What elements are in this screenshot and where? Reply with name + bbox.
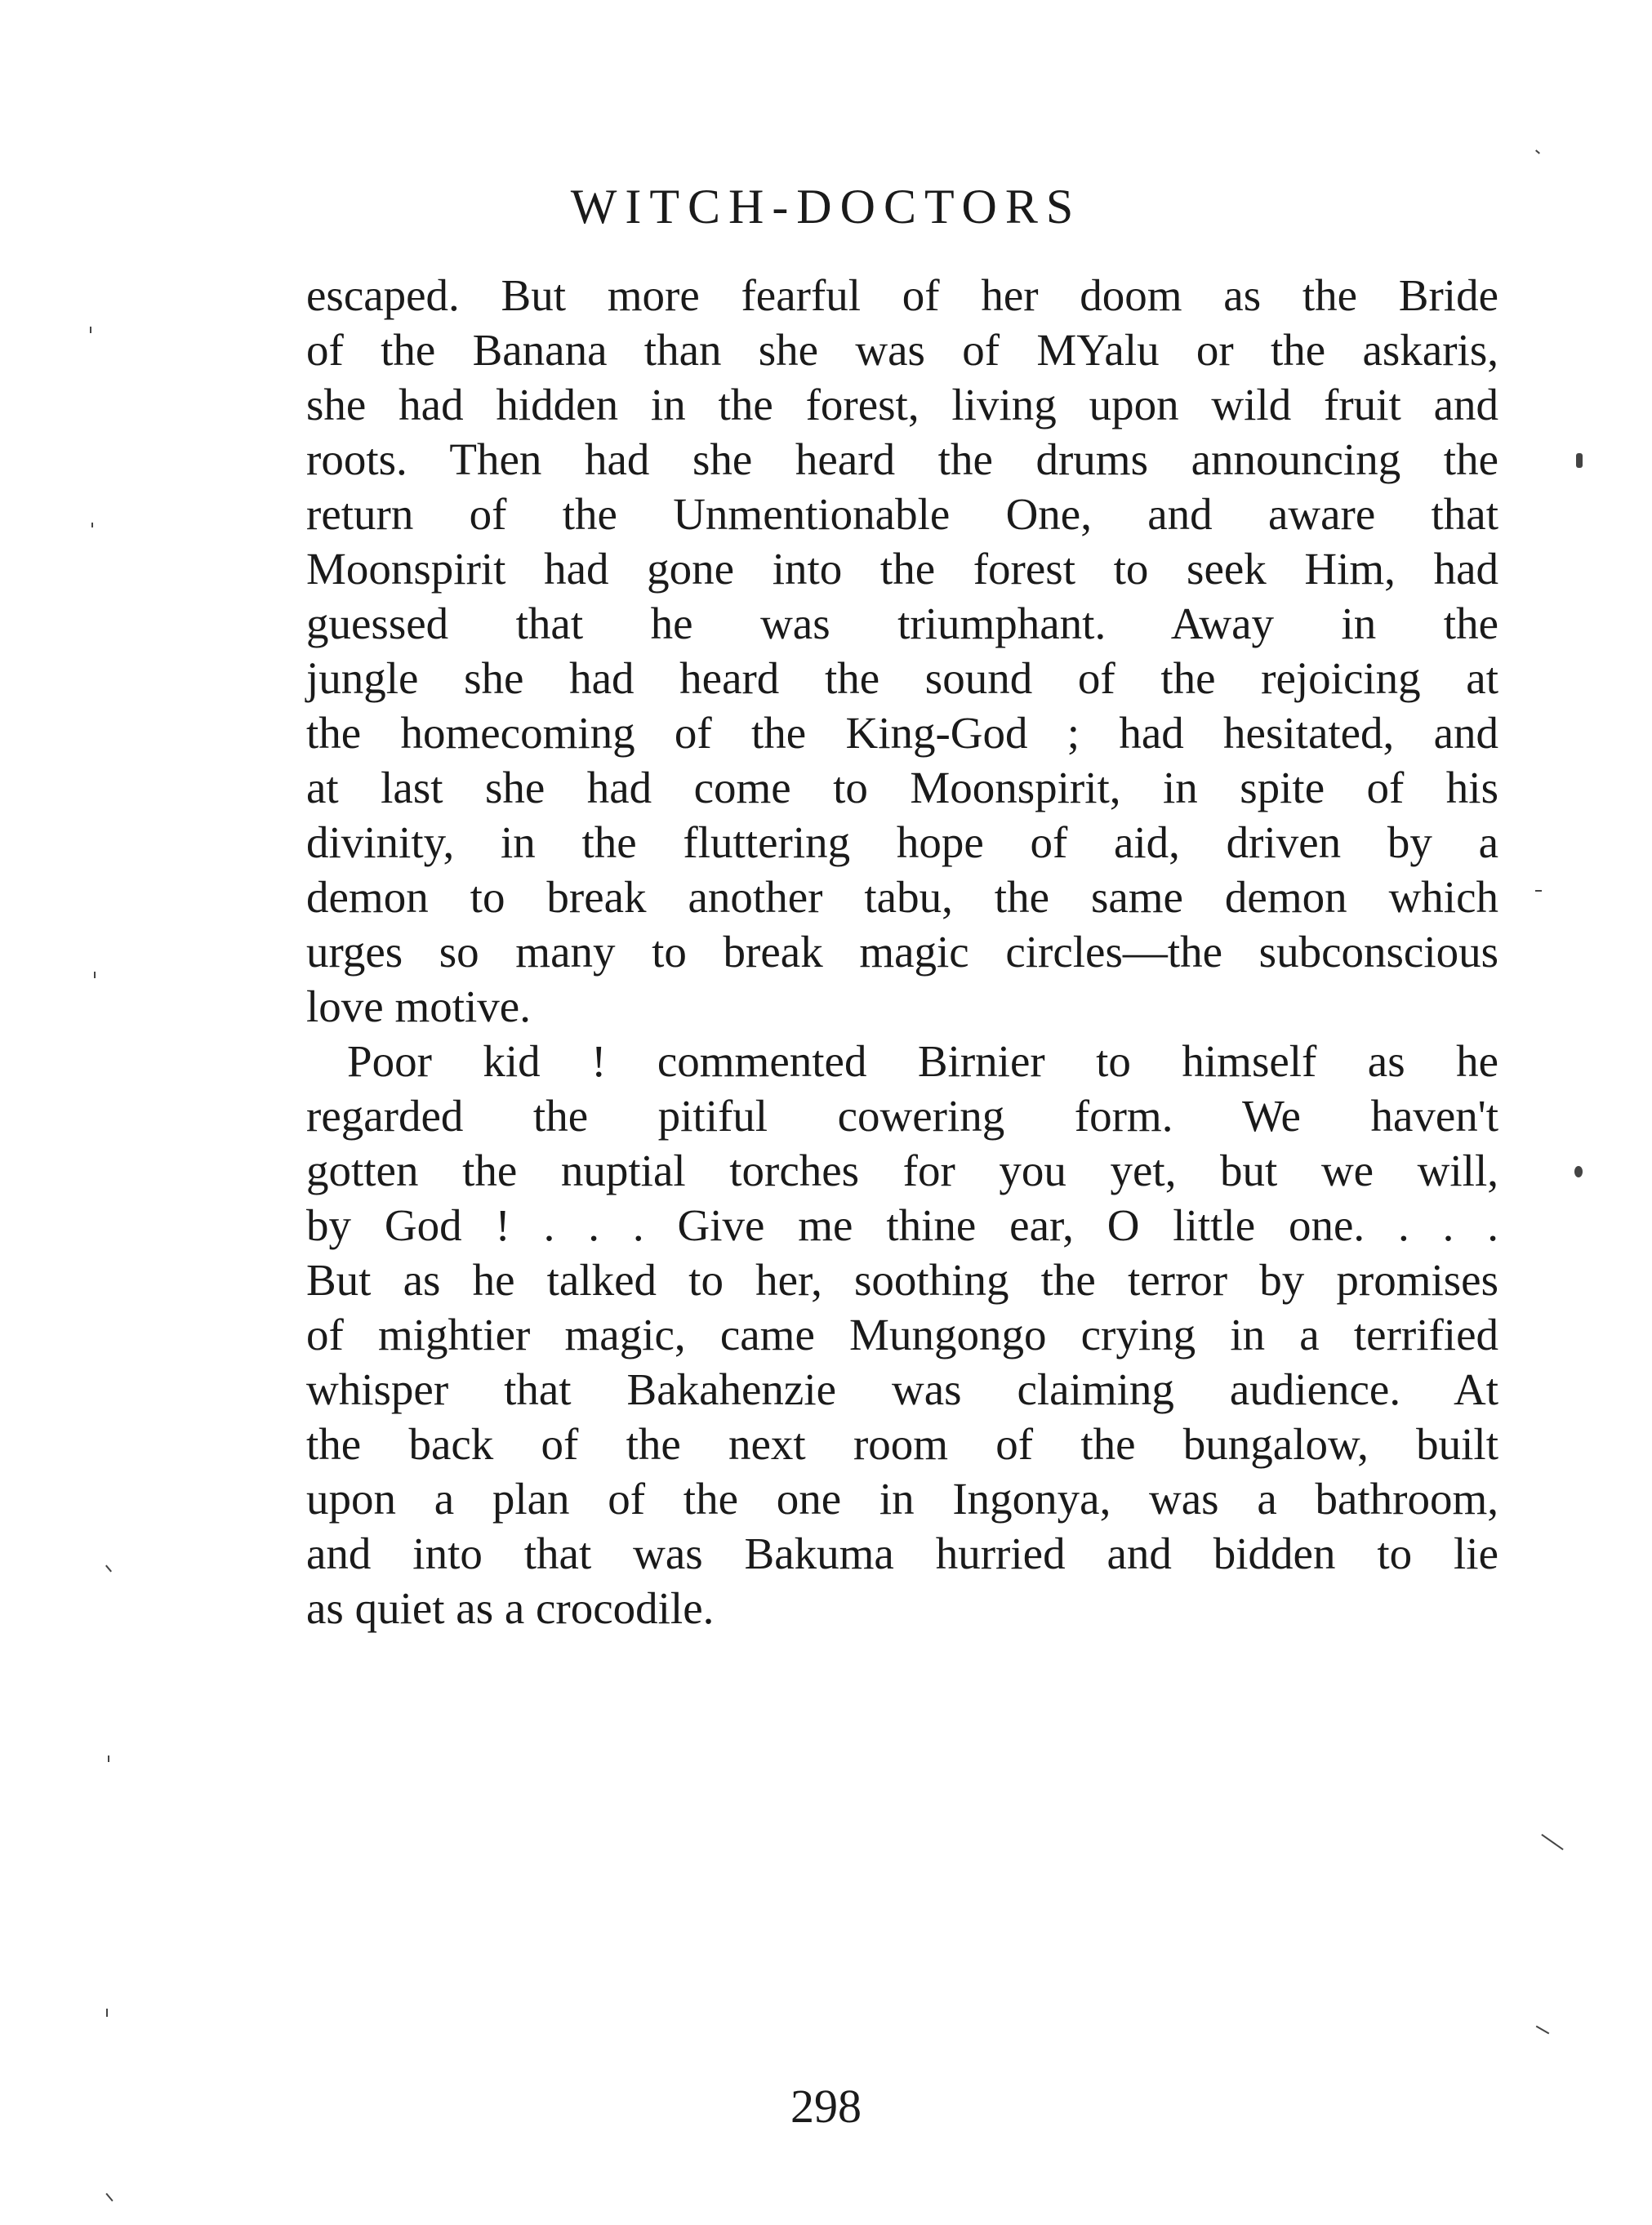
scan-speck	[1574, 1166, 1583, 1177]
scan-speck	[108, 1756, 109, 1762]
scan-speck	[105, 2193, 113, 2201]
running-head: WITCH-DOCTORS	[570, 180, 1082, 234]
text-line: by God ! . . . Give me thine ear, O little one. . . .	[306, 1200, 1498, 1250]
text-line: escaped. But more fearful of her doom as the Bride	[306, 270, 1498, 320]
text-line: jungle she had heard the sound of the rejoicing at	[306, 653, 1498, 703]
text-line: demon to break another tabu, the same demon which	[306, 872, 1498, 922]
scan-speck	[1576, 453, 1583, 468]
text-line: the homecoming of the King-God ; had hesitated, and	[306, 708, 1498, 758]
text-line: of the Banana than she was of MYalu or the askaris,	[306, 325, 1498, 375]
text-line: she had hidden in the forest, living upon wild fruit and	[306, 380, 1498, 429]
text-line: Poor kid ! commented Birnier to himself as he	[347, 1036, 1498, 1086]
text-line: urges so many to break magic circles—the subconscious	[306, 927, 1498, 977]
text-line: the back of the next room of the bungalow, built	[306, 1419, 1498, 1469]
text-line: regarded the pitiful cowering form. We haven't	[306, 1091, 1498, 1141]
text-line: whisper that Bakahenzie was claiming audience. At	[306, 1364, 1498, 1414]
text-line: and into that was Bakuma hurried and bidden to lie	[306, 1529, 1498, 1578]
paragraph-1	[306, 268, 1498, 1034]
scan-speck	[91, 523, 93, 527]
scan-speck	[105, 1565, 112, 1573]
text-line: love motive.	[306, 981, 531, 1031]
text-line: upon a plan of the one in Ingonya, was a bathroom,	[306, 1474, 1498, 1524]
page-number: 298	[790, 2080, 862, 2133]
text-line: But as he talked to her, soothing the terror by promises	[306, 1255, 1498, 1305]
scan-speck	[1535, 149, 1540, 154]
text-line: at last she had come to Moonspirit, in spite of his	[306, 763, 1498, 812]
text-line: as quiet as a crocodile.	[306, 1583, 715, 1633]
text-line: roots. Then had she heard the drums announcing the	[306, 434, 1498, 484]
scan-speck	[106, 2009, 108, 2017]
text-line: divinity, in the fluttering hope of aid, driven by a	[306, 817, 1498, 867]
scan-speck	[1536, 2026, 1550, 2035]
text-line: guessed that he was triumphant. Away in the	[306, 599, 1498, 648]
scan-speck	[1541, 1834, 1563, 1850]
text-line: gotten the nuptial torches for you yet, but we will,	[306, 1146, 1498, 1195]
scan-speck	[90, 327, 91, 333]
paragraph-2	[306, 1034, 1498, 1635]
scan-speck	[1535, 890, 1542, 892]
body-text	[306, 268, 1498, 1635]
text-line: return of the Unmentionable One, and aware that	[306, 489, 1498, 539]
text-line: of mightier magic, came Mungongo crying in a terrified	[306, 1310, 1498, 1359]
scan-speck	[94, 972, 96, 978]
text-line: Moonspirit had gone into the forest to seek Him, had	[306, 544, 1498, 594]
